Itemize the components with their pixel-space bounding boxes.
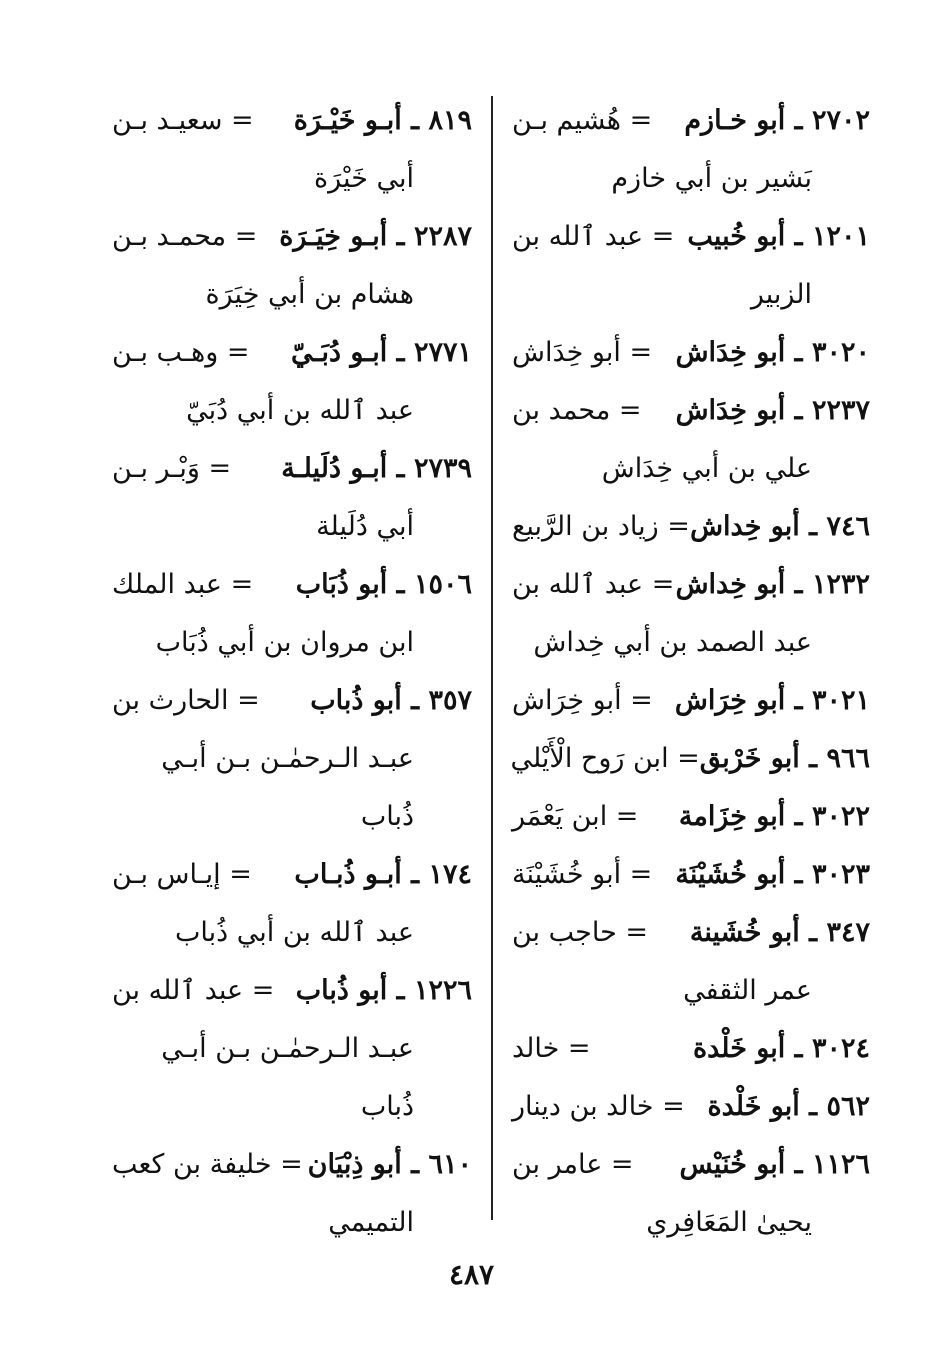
entry-first-line (112, 440, 472, 498)
index-entry (512, 324, 870, 382)
entry-first-line (512, 730, 870, 788)
entry-heading: ١٢٠١ ـ أبو خُبيب (687, 221, 870, 252)
entry-heading: ١٢٣٢ ـ أبو خِداش (675, 569, 870, 600)
entry-first-line (112, 962, 472, 1020)
entry-continuation: عمر الثقفي (683, 975, 812, 1006)
entry-heading: ٣٤٧ ـ أبو خُشَينة (689, 917, 870, 948)
entry-heading: ٢٧٣٩ ـ أبـو دُلَيلـة (281, 453, 472, 484)
entry-reference: = هُشيم بـن (512, 105, 653, 136)
entry-reference: = حاجب بن (512, 917, 648, 948)
entry-continuation: التميمي (328, 1207, 414, 1238)
entry-first-line (512, 208, 870, 266)
entry-reference: = عبد ٱلله بن (112, 975, 275, 1006)
entry-heading: ٣٠٢٠ ـ أبو خِدَاش (675, 337, 870, 368)
page-number: ٤٨٧ (448, 1258, 495, 1291)
entry-reference: = عامر بن (512, 1149, 634, 1180)
entry-first-line (512, 556, 870, 614)
entry-reference: = وهـب بـن (112, 337, 250, 368)
entry-reference: = عبد الملك (112, 569, 254, 600)
entry-continuation: بَشير بن أبي خازم (611, 163, 812, 194)
column-divider (491, 96, 493, 1220)
entry-continuation: علي بن أبي خِدَاش (601, 453, 812, 484)
entry-continuation: الزبير (750, 279, 812, 310)
entry-reference: = أبو خِرَاش (512, 685, 653, 716)
entry-first-line (112, 556, 472, 614)
index-entry (512, 672, 870, 730)
entry-first-line (112, 672, 472, 730)
entry-continuation: ابن مروان بن أبي ذُبَاب (155, 627, 414, 658)
entry-heading: ٣٥٧ ـ أبو ذُباب (310, 685, 472, 716)
index-entry (512, 1020, 870, 1078)
entry-continuation: عبـد الـرحمٰـن بـن أبـي (161, 743, 414, 774)
entry-heading: ٢٧٧١ ـ أبـو دُبَـيّ (291, 337, 472, 368)
entry-first-line (512, 498, 870, 556)
entry-reference: = خليفة بن كعب (112, 1149, 303, 1180)
entry-heading: ٧٤٦ ـ أبو خِداش (690, 511, 870, 542)
entry-heading: ٦١٠ ـ أبو ذِبْيَان (307, 1149, 472, 1180)
index-entry (112, 440, 472, 556)
entry-heading: ٣٠٢٢ ـ أبو خِزَامة (678, 801, 870, 832)
entry-reference: = محمـد بـن (112, 221, 258, 252)
entry-first-line (512, 1136, 870, 1194)
index-entry (112, 846, 472, 962)
index-entry (512, 92, 870, 208)
entry-continuation: عبـد الـرحمٰـن بـن أبـي (161, 1033, 414, 1064)
entry-heading: ٥٦٢ ـ أبو خَلْدة (707, 1091, 870, 1122)
entry-heading: ٣٠٢١ ـ أبو خِرَاش (674, 685, 870, 716)
entry-continuation: عبد الصمد بن أبي خِداش (533, 627, 812, 658)
entry-first-line (512, 846, 870, 904)
index-entry (512, 846, 870, 904)
index-entry (112, 324, 472, 440)
entry-heading: ١٥٠٦ ـ أبو ذُبَاب (295, 569, 472, 600)
entry-continuation: هشام بن أبي خِيَرَة (205, 279, 414, 310)
entry-first-line (512, 1020, 870, 1078)
entry-heading: ٣٠٢٤ ـ أبو خَلْدة (692, 1033, 870, 1064)
index-entry (512, 904, 870, 1020)
entry-first-line (112, 208, 472, 266)
index-entry (112, 1136, 472, 1252)
index-entry (512, 498, 870, 556)
entry-reference: = خالد (512, 1033, 591, 1064)
entry-continuation: عبد ٱلله بن أبي دُبَيّ (186, 395, 414, 426)
right-column (512, 92, 870, 1252)
entry-heading: ٢٢٣٧ ـ أبو خِدَاش (675, 395, 870, 426)
entry-first-line (512, 904, 870, 962)
entry-continuation: ذُباب (360, 801, 414, 832)
index-entry (112, 92, 472, 208)
entry-reference: = محمد بن (512, 395, 642, 426)
entry-heading: ١٢٢٦ ـ أبو ذُباب (295, 975, 472, 1006)
left-column (112, 92, 472, 1252)
index-entry (512, 788, 870, 846)
entry-reference: = أبو خِدَاش (512, 337, 653, 368)
entry-heading: ٨١٩ ـ أبـو خَيْـرَة (293, 105, 472, 136)
index-entry (512, 730, 870, 788)
index-entry (512, 1136, 870, 1252)
index-entry (512, 208, 870, 324)
entry-heading: ٢٧٠٢ ـ أبو خـازم (684, 105, 870, 136)
entry-heading: ١١٢٦ ـ أبو خُنَيْس (679, 1149, 870, 1180)
index-entry (112, 672, 472, 846)
index-entry (512, 1078, 870, 1136)
entry-reference: = ابن يَعْمَر (512, 801, 639, 832)
entry-heading: ١٧٤ ـ أبـو ذُبـاب (294, 859, 472, 890)
entry-heading: ٢٢٨٧ ـ أبـو خِيَـرَة (279, 221, 472, 252)
entry-continuation: عبد ٱلله بن أبي ذُباب (175, 917, 414, 948)
entry-continuation: ذُباب (360, 1091, 414, 1122)
entry-first-line (512, 672, 870, 730)
entry-reference: = أبو خُشَيْنَة (512, 859, 653, 890)
entry-reference: = الحارث بن (112, 685, 260, 716)
entry-reference: = خالد بن دينار (512, 1091, 685, 1122)
entry-first-line (512, 788, 870, 846)
entry-heading: ٣٠٢٣ ـ أبو خُشَيْنَة (675, 859, 870, 890)
entry-reference: = زياد بن الرَّبيع (512, 511, 690, 542)
index-entry (112, 962, 472, 1136)
index-entry (512, 556, 870, 672)
entry-first-line (112, 324, 472, 382)
entry-reference: = عبد ٱلله بن (512, 221, 675, 252)
entry-first-line (512, 382, 870, 440)
index-entry (112, 556, 472, 672)
index-entry (512, 382, 870, 498)
entry-first-line (512, 1078, 870, 1136)
entry-first-line (112, 92, 472, 150)
index-entry (112, 208, 472, 324)
entry-first-line (112, 1136, 472, 1194)
entry-heading: ٩٦٦ ـ أبو خَرْبق (699, 743, 870, 774)
entry-continuation: أبي دُلَيلة (316, 511, 414, 542)
entry-first-line (512, 324, 870, 382)
entry-continuation: أبي خَيْرَة (314, 163, 414, 194)
entry-reference: = ابن رَوح الْأَيْلي (510, 743, 700, 774)
entry-reference: = إيـاس بـن (112, 859, 252, 890)
entry-first-line (512, 92, 870, 150)
entry-reference: = عبد ٱلله بن (512, 569, 675, 600)
entry-first-line (112, 846, 472, 904)
entry-reference: = وَبْـر بـن (112, 453, 232, 484)
entry-continuation: يحيىٰ المَعَافِري (646, 1207, 812, 1238)
entry-reference: = سعيـد بـن (112, 105, 254, 136)
